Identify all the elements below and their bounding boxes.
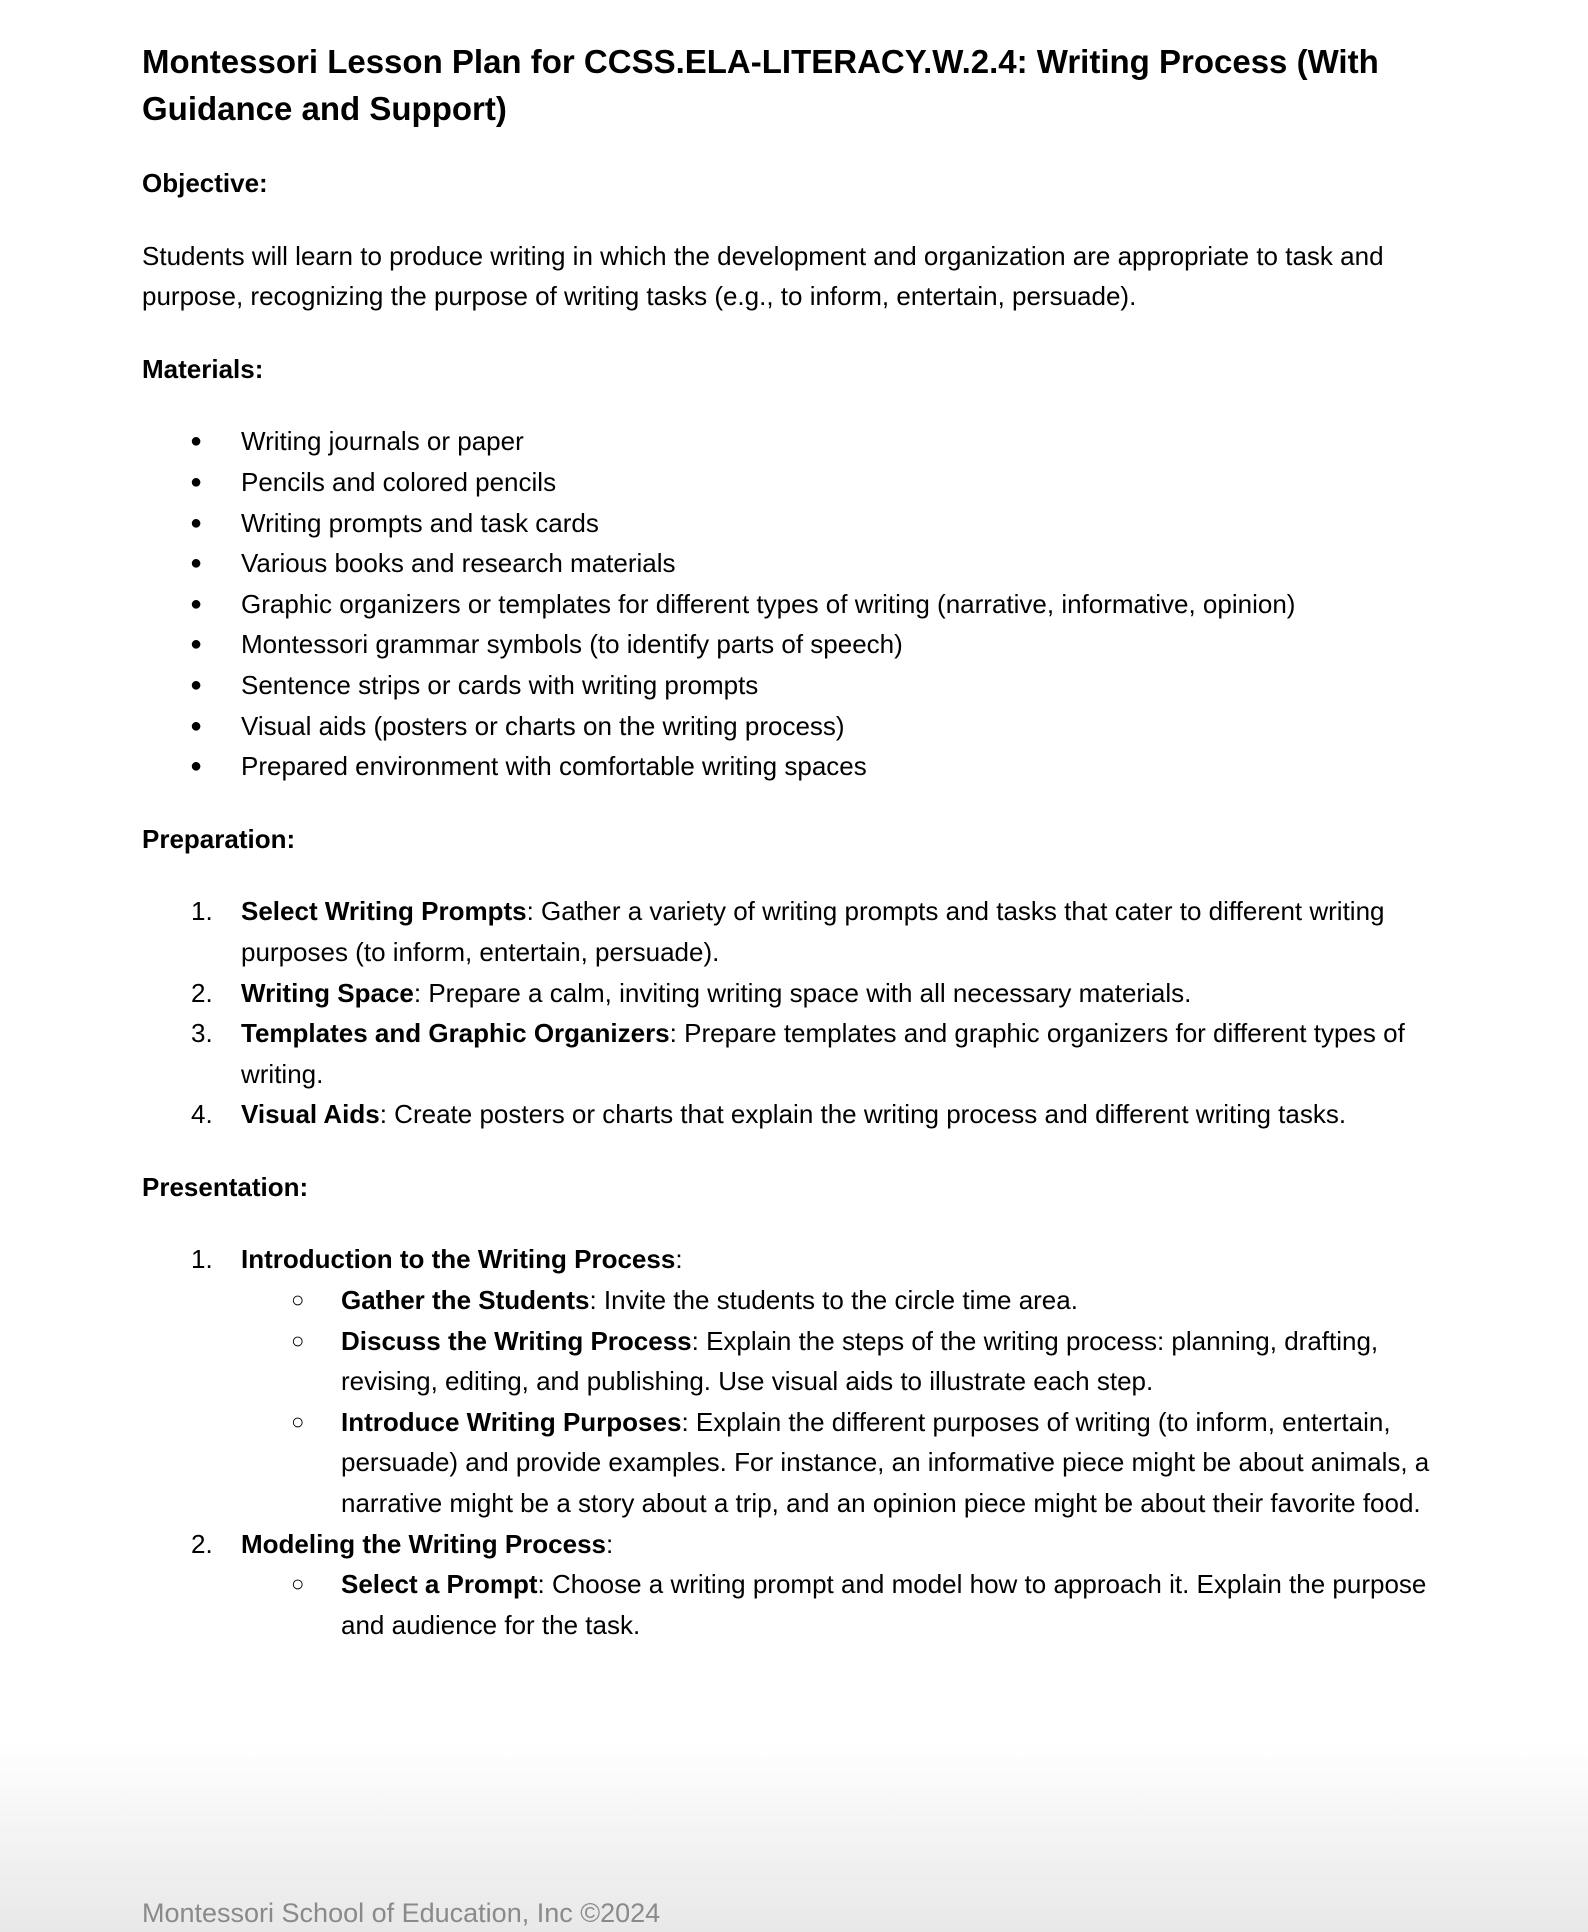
list-item: ● Montessori grammar symbols (to identify parts of speech): [142, 624, 1452, 665]
item-text: : Create posters or charts that explain the writing process and different writing tasks.: [379, 1099, 1347, 1130]
list-number: 3.: [191, 1018, 213, 1049]
list-item: [142, 891, 1452, 972]
list-number: 1.: [191, 896, 213, 927]
page-footer: [0, 1742, 1588, 1932]
list-item: [142, 1524, 1452, 1646]
list-item: ● Visual aids (posters or charts on the writing process): [142, 706, 1452, 747]
list-number: 1.: [191, 1244, 213, 1275]
item-text: : Gather a variety of writing prompts and tasks that cater to different writing purposes (to inform, entertain, persuade).: [241, 896, 1385, 967]
materials-heading: Materials:: [142, 353, 264, 384]
item-title: Writing Space: [241, 977, 414, 1008]
list-item: ● Various books and research materials: [142, 543, 1452, 584]
list-item: [142, 1013, 1452, 1094]
document-title: Montessori Lesson Plan for CCSS.ELA-LITERACY.W.2.4: Writing Process (With Guidance and Support): [142, 43, 1379, 127]
item-title: Select Writing Prompts: [241, 896, 527, 927]
presentation-heading: Presentation:: [142, 1171, 309, 1202]
item-text: : Prepare templates and graphic organizers for different types of writing.: [241, 1018, 1405, 1089]
item-title: Introduction to the Writing Process: [241, 1244, 676, 1275]
list-item: [142, 1094, 1452, 1135]
item-text: : Explain the steps of the writing process: planning, drafting, revising, editing, and publishing. Use visual aids to illustrate each step.: [341, 1325, 1379, 1397]
materials-list: [142, 421, 1452, 786]
list-item: ● Pencils and colored pencils: [142, 462, 1452, 503]
list-number: 2.: [191, 977, 213, 1008]
sub-list-item: [241, 1564, 1452, 1645]
sub-list-item: [241, 1280, 1452, 1321]
item-title: Introduce Writing Purposes: [341, 1406, 682, 1437]
item-title: Discuss the Writing Process: [341, 1325, 692, 1356]
sub-list-item: [241, 1321, 1452, 1402]
item-text: : Choose a writing prompt and model how to approach it. Explain the purpose and audience for the task.: [341, 1569, 1427, 1640]
list-item: ● Graphic organizers or templates for different types of writing (narrative, informative, opinion): [142, 584, 1452, 625]
item-title: Visual Aids: [241, 1099, 380, 1130]
list-number: 4.: [191, 1099, 213, 1130]
list-item: ● Prepared environment with comfortable writing spaces: [142, 746, 1452, 787]
item-text: : Explain the different purposes of writing (to inform, entertain, persuade) and provide examples. For instance, an informative piece might be about animals, a narrative might be a story about a trip, and an opinion piece might be about their favorite food.: [341, 1406, 1430, 1519]
preparation-heading: Preparation:: [142, 823, 296, 854]
preparation-list: [142, 891, 1452, 1135]
list-number: 2.: [191, 1528, 213, 1559]
list-item: [142, 973, 1452, 1014]
item-text: : Prepare a calm, inviting writing space with all necessary materials.: [413, 977, 1192, 1008]
list-item: [142, 1239, 1452, 1523]
list-item: ● Writing journals or paper: [142, 421, 1452, 462]
sub-list-item: [241, 1402, 1452, 1524]
item-text: : Invite the students to the circle time area.: [589, 1285, 1078, 1316]
item-title: Select a Prompt: [341, 1569, 538, 1600]
document-body: [142, 38, 1452, 1677]
item-title: Modeling the Writing Process: [241, 1528, 607, 1559]
item-text: :: [606, 1528, 614, 1559]
item-title: Gather the Students: [341, 1285, 590, 1316]
list-item: ● Writing prompts and task cards: [142, 503, 1452, 544]
sub-list: [241, 1280, 1452, 1524]
item-title: Templates and Graphic Organizers: [241, 1018, 670, 1049]
objective-heading: Objective:: [142, 168, 268, 198]
item-text: :: [675, 1244, 683, 1275]
presentation-list: [142, 1239, 1452, 1645]
sub-list: [241, 1564, 1452, 1645]
list-item: ● Sentence strips or cards with writing prompts: [142, 665, 1452, 706]
objective-text: Students will learn to produce writing in which the development and organization are appropriate to task and purpose, recognizing the purpose of writing tasks (e.g., to inform, entertain, persuade).: [142, 240, 1384, 312]
footer-copyright: Montessori School of Education, Inc ©2024: [142, 1898, 661, 1928]
